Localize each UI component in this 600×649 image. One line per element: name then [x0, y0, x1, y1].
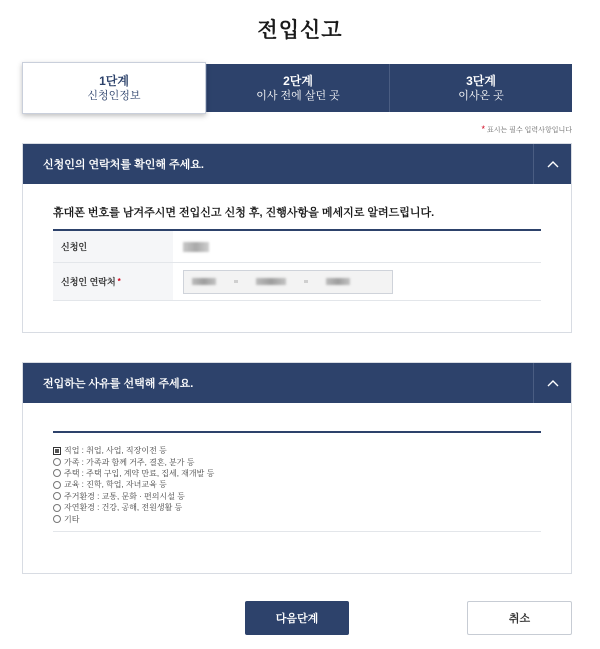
step-progress — [22, 64, 572, 112]
step-2-tab[interactable] — [206, 64, 389, 112]
reason-option-natural-environment[interactable] — [53, 502, 541, 513]
step-1-number: 1단계 — [99, 73, 129, 88]
phone-part-2-masked — [256, 278, 286, 285]
reason-option-housing[interactable] — [53, 468, 541, 479]
required-star: * — [481, 124, 485, 134]
reason-option-label: 직업 : 취업, 사업, 직장이전 등 — [64, 446, 167, 456]
radio-icon[interactable] — [53, 492, 61, 500]
contact-panel-title: 신청인의 연락처를 확인해 주세요. — [43, 159, 204, 171]
contact-panel — [22, 143, 572, 333]
reason-panel-title: 전입하는 사유를 선택해 주세요. — [43, 378, 194, 390]
applicant-name-label-text: 신청인 — [61, 242, 88, 252]
reason-option-label: 기타 — [64, 514, 80, 524]
radio-checked-icon[interactable] — [53, 447, 61, 455]
applicant-name-row — [53, 231, 541, 263]
reason-option-job[interactable] — [53, 445, 541, 456]
step-1-tab[interactable] — [22, 62, 206, 114]
reason-option-label: 주거환경 : 교통, 문화 · 편의시설 등 — [64, 491, 185, 501]
phone-part-3-masked — [326, 278, 350, 285]
applicant-phone-row — [53, 263, 541, 301]
contact-collapse-button[interactable] — [533, 144, 571, 184]
step-3-tab[interactable] — [389, 64, 572, 112]
reason-panel-header — [23, 363, 571, 403]
radio-icon[interactable] — [53, 469, 61, 477]
phone-separator — [304, 280, 308, 283]
step-1-label: 신청인정보 — [87, 89, 141, 102]
reason-option-family[interactable] — [53, 456, 541, 467]
phone-number-field[interactable] — [183, 270, 393, 294]
step-3-number: 3단계 — [466, 73, 496, 88]
reason-option-label: 자연환경 : 건강, 공해, 전원생활 등 — [64, 503, 183, 513]
cancel-button[interactable]: 취소 — [467, 601, 572, 635]
required-mark: * — [117, 277, 121, 286]
contact-panel-header — [23, 144, 571, 184]
radio-icon[interactable] — [53, 458, 61, 466]
contact-description: 휴대폰 번호를 남겨주시면 전입신고 신청 후, 진행사항을 메세지로 알려드립니다. — [53, 204, 541, 231]
applicant-name-value-masked — [183, 242, 209, 252]
reason-bottom-divider — [53, 531, 541, 532]
reason-option-education[interactable] — [53, 479, 541, 490]
reason-option-label: 가족 : 가족과 함께 거주, 결혼, 분가 등 — [64, 457, 195, 467]
applicant-phone-label — [53, 263, 173, 300]
chevron-up-icon — [547, 160, 559, 168]
reason-panel — [22, 362, 572, 574]
reason-options — [53, 433, 541, 525]
required-fields-note — [481, 124, 572, 135]
step-3-label: 이사온 곳 — [458, 89, 504, 102]
radio-icon[interactable] — [53, 504, 61, 512]
reason-collapse-button[interactable] — [533, 363, 571, 403]
page-title: 전입신고 — [257, 19, 343, 42]
radio-icon[interactable] — [53, 515, 61, 523]
reason-option-label: 주택 : 주택 구입, 계약 만료, 집세, 재개발 등 — [64, 468, 215, 478]
phone-separator — [234, 280, 238, 283]
step-2-number: 2단계 — [283, 73, 313, 88]
applicant-phone-label-text: 신청인 연락처 — [61, 277, 116, 287]
step-2-label: 이사 전에 살던 곳 — [256, 89, 340, 102]
applicant-name-label — [53, 231, 173, 262]
phone-part-1-masked — [192, 278, 216, 285]
reason-option-other[interactable] — [53, 513, 541, 524]
next-step-button[interactable]: 다음단계 — [245, 601, 349, 635]
radio-icon[interactable] — [53, 481, 61, 489]
reason-option-living-environment[interactable] — [53, 491, 541, 502]
required-note-text: 표시는 필수 입력사항입니다 — [486, 127, 572, 134]
chevron-up-icon — [547, 379, 559, 387]
reason-option-label: 교육 : 진학, 학업, 자녀교육 등 — [64, 480, 167, 490]
